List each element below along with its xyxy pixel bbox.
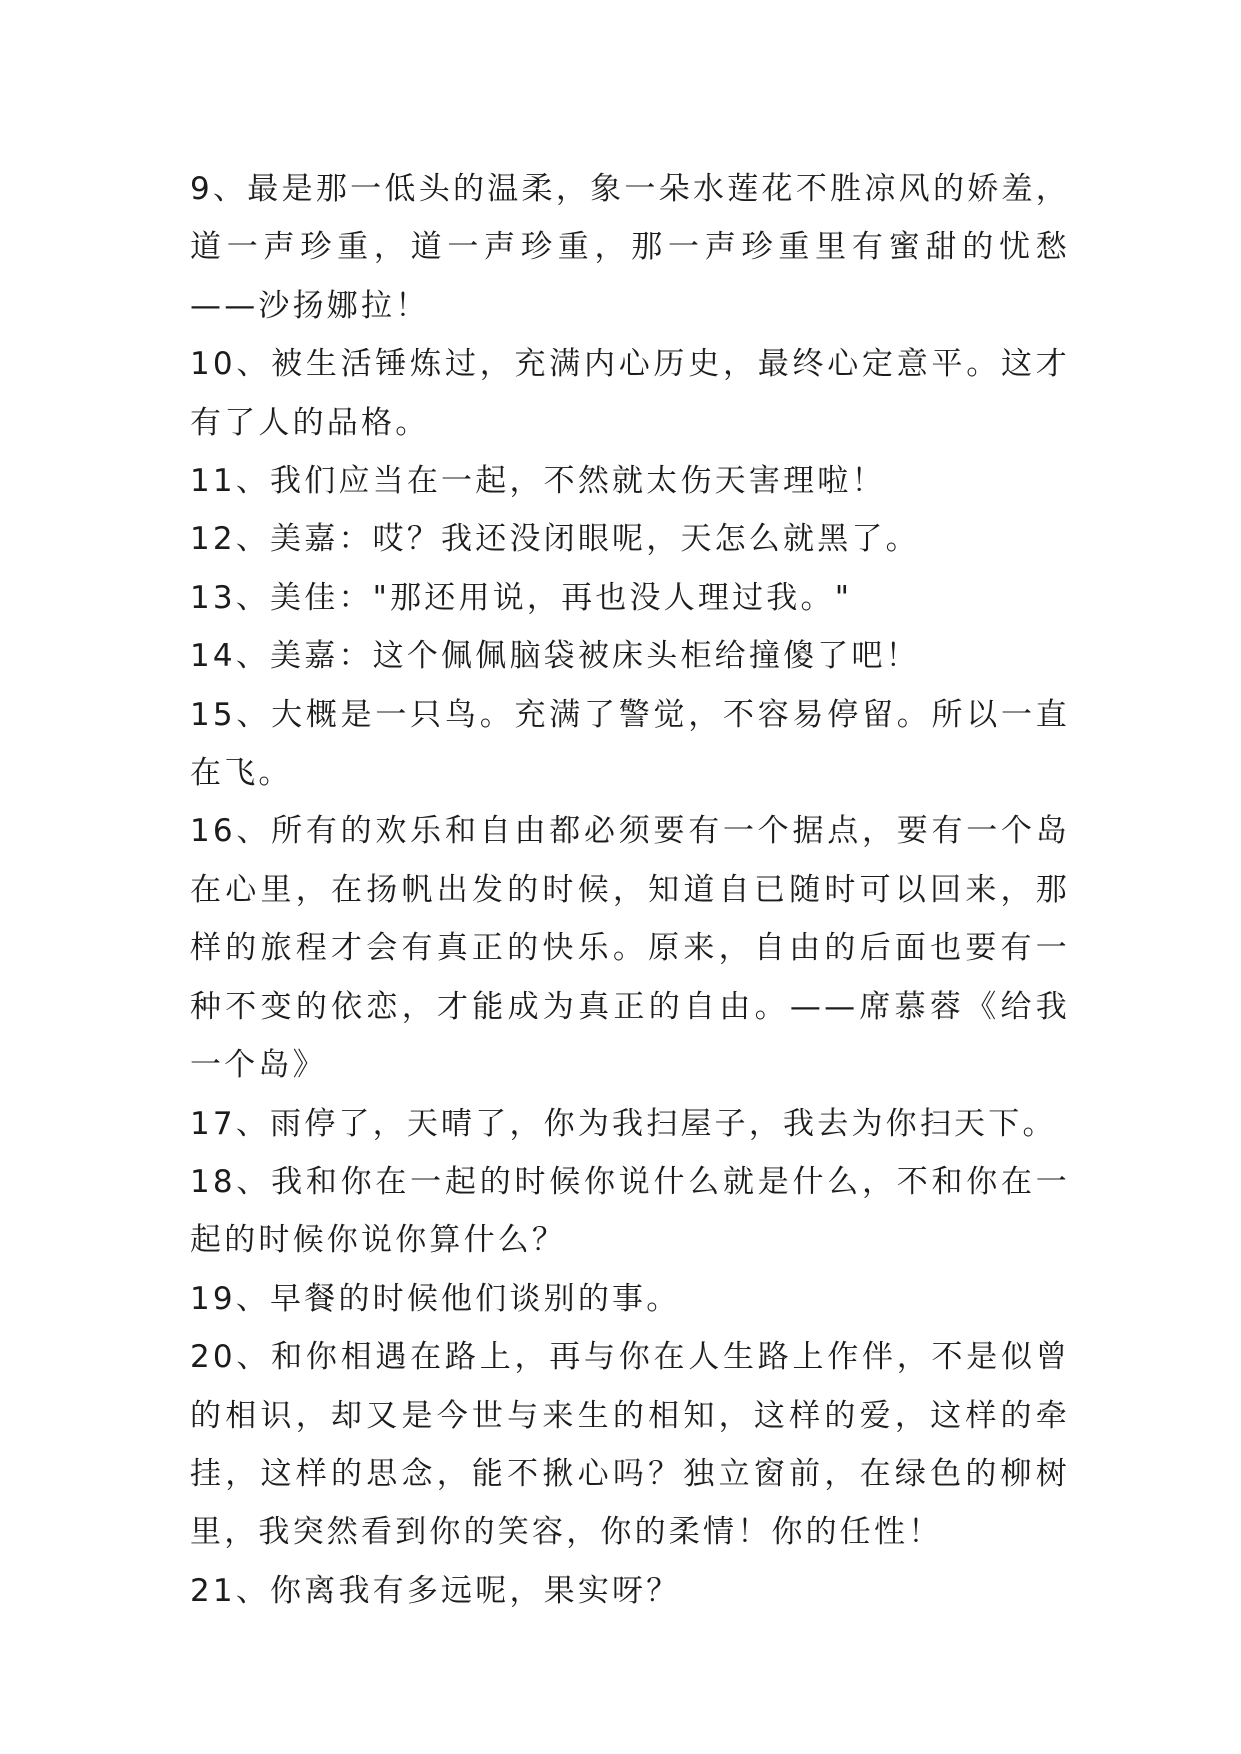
quote-paragraph-21: 21、你离我有多远呢，果实呀？ (190, 1572, 681, 1609)
quote-paragraph-12: 12、美嘉：哎？我还没闭眼呢，天怎么就黑了。 (190, 521, 920, 558)
quote-paragraph-10: 10、被生活锤炼过，充满内心历史，最终心定意平。这才有了人的品格。 (190, 346, 1070, 441)
quote-paragraph-18: 18、我和你在一起的时候你说什么就是什么，不和你在一起的时候你说你算什么？ (190, 1163, 1070, 1259)
quote-paragraph-11: 11、我们应当在一起，不然就太伤天害理啦！ (190, 463, 886, 500)
quote-paragraph-16: 16、所有的欢乐和自由都必须要有一个据点，要有一个岛在心里，在扬帆出发的时候，知道自已随时可以回来，那样的旅程才会有真正的快乐。原来，自由的后面也要有一种不变的依恋，才能成为真正的自由。——席慕蓉《给我一个岛》 (190, 813, 1070, 1084)
quote-paragraph-14: 14、美嘉：这个佩佩脑袋被床头柜给撞傻了吧！ (190, 638, 920, 675)
quote-paragraph-20: 20、和你相遇在路上，再与你在人生路上作伴，不是似曾的相识，却又是今世与来生的相知，这样的爱，这样的牵挂，这样的思念，能不揪心吗？独立窗前，在绿色的柳树里，我突然看到你的笑容，你的柔情！你的任性！ (190, 1339, 1070, 1551)
quote-paragraph-15: 15、大概是一只鸟。充满了警觉，不容易停留。所以一直在飞。 (190, 696, 1070, 792)
quote-paragraph-13: 13、美佳："那还用说，再也没人理过我。" (190, 579, 853, 616)
quote-paragraph-17: 17、雨停了，天晴了，你为我扫屋子，我去为你扫天下。 (190, 1105, 1057, 1142)
quote-paragraph-19: 19、早餐的时候他们谈别的事。 (190, 1280, 681, 1317)
document-body (190, 160, 1070, 1620)
quote-paragraph-9: 9、最是那一低头的温柔，象一朵水莲花不胜凉风的娇羞，道一声珍重，道一声珍重，那一声珍重里有蜜甜的忧愁——沙扬娜拉！ (190, 171, 1070, 324)
